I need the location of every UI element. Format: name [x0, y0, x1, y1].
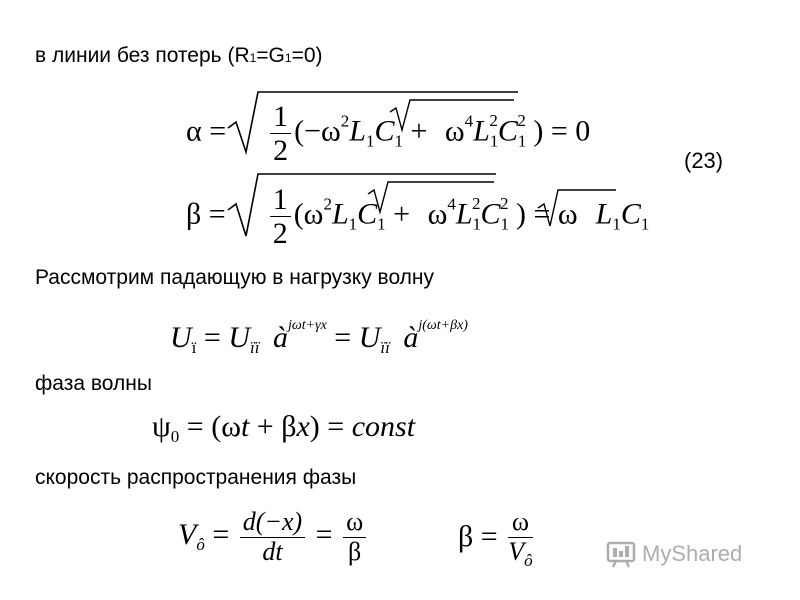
beta-C3: C — [620, 197, 641, 231]
phase-psi: ψ — [152, 410, 171, 443]
beta-L2-sub: 1 — [472, 214, 481, 234]
alpha-plus: + — [410, 114, 428, 148]
alpha-L2: L — [473, 114, 490, 148]
beta-omega4: ω — [427, 197, 448, 231]
alpha-C2-sub: 1 — [517, 131, 527, 151]
beta-velocity-den: V — [508, 536, 525, 566]
heading-text: в линии без потерь (R — [35, 44, 250, 67]
alpha-pow4: 4 — [464, 111, 474, 131]
alpha-fraction — [270, 100, 291, 167]
velocity-eq2: = — [315, 517, 333, 551]
text-phase-velocity: скорость распространения фазы — [35, 466, 357, 489]
wave-U3-sub: ïï — [380, 338, 390, 357]
wave-exp1-pow: jωt+γx — [287, 318, 327, 333]
beta-plus: + — [393, 197, 411, 231]
beta-C2-sub: 1 — [500, 214, 510, 234]
phase-const: const — [351, 410, 416, 443]
alpha-pow2: 2 — [340, 111, 350, 131]
velocity-fraction-2 — [343, 508, 366, 566]
alpha-L: L — [349, 114, 366, 148]
beta-L3-sub: 1 — [612, 214, 621, 234]
beta-velocity-lhs: β = — [458, 520, 498, 554]
wave-U1: U — [170, 321, 192, 354]
heading-sub-g: 1 — [284, 51, 292, 65]
phase-part1: = (ω — [186, 410, 241, 443]
beta-pow2: 2 — [323, 194, 332, 214]
beta-L-sub: 1 — [348, 214, 358, 234]
alpha-lhs: α = — [186, 114, 227, 148]
velocity-den2: β — [348, 536, 362, 566]
beta-L: L — [331, 197, 349, 231]
wave-eq2: = — [334, 321, 352, 354]
velocity-num1: d(−x) — [240, 508, 305, 538]
beta-C3-sub: 1 — [640, 214, 650, 234]
text-incident-wave: Рассмотрим падающую в нагрузку волну — [35, 266, 435, 289]
beta-C2-pow: 2 — [500, 194, 509, 214]
phase-psi-sub: 0 — [170, 427, 180, 446]
alpha-C2-pow: 2 — [517, 111, 526, 131]
phase-part2: ) = — [309, 410, 345, 443]
velocity-equation — [178, 508, 369, 566]
beta-frac-num: 1 — [270, 183, 291, 217]
beta-velocity-equation — [458, 508, 536, 570]
beta-frac-den: 2 — [272, 217, 288, 250]
beta-C-sub: 1 — [377, 214, 386, 234]
beta-velocity-den-sub: ô — [524, 550, 533, 570]
velocity-V: V — [178, 517, 197, 551]
alpha-L-sub: 1 — [365, 131, 375, 151]
beta-C2: C — [480, 197, 501, 231]
wave-eq1: = — [203, 321, 221, 354]
heading-sub-r: 1 — [249, 51, 257, 65]
alpha-close: ) = 0 — [533, 114, 591, 148]
wave-exp2: à — [403, 321, 419, 354]
phase-x: x — [296, 410, 310, 443]
phase-equation — [152, 410, 415, 447]
beta-close: ) = ω — [516, 197, 578, 231]
alpha-L2-sub: 1 — [489, 131, 499, 151]
myshared-logo-text: MyShared — [642, 541, 743, 566]
alpha-term1: (−ω — [294, 114, 341, 148]
alpha-omega4: ω — [444, 114, 465, 148]
phase-plus-beta: + β — [256, 410, 297, 443]
alpha-frac-num: 1 — [270, 100, 291, 134]
alpha-L2-pow: 2 — [489, 111, 498, 131]
myshared-logo-icon — [606, 539, 636, 569]
wave-exp2-pow: j(ωt+βx) — [418, 318, 468, 333]
heading-text-end: =0) — [291, 44, 323, 67]
text-wave-phase: фаза волны — [35, 372, 152, 395]
wave-U2-sub: ïï — [250, 338, 260, 357]
velocity-num2: ω — [343, 508, 366, 538]
alpha-C: C — [374, 114, 395, 148]
wave-U3: U — [358, 321, 381, 354]
alpha-equation — [186, 100, 590, 167]
beta-fraction — [270, 183, 291, 250]
beta-velocity-fraction — [508, 508, 532, 570]
beta-pow4: 4 — [447, 194, 456, 214]
beta-L2-pow: 2 — [472, 194, 481, 214]
alpha-C-sub: 1 — [394, 131, 403, 151]
wave-exp1: à — [272, 321, 288, 354]
alpha-C2: C — [497, 114, 518, 148]
wave-U2: U — [228, 321, 250, 354]
beta-C: C — [357, 197, 378, 231]
beta-velocity-num: ω — [508, 508, 532, 538]
wave-equation — [170, 318, 468, 358]
phase-t: t — [240, 410, 250, 443]
beta-term1: (ω — [293, 197, 324, 231]
velocity-eq1: = — [212, 517, 230, 551]
beta-L2: L — [455, 197, 473, 231]
beta-lhs: β = — [186, 197, 226, 231]
myshared-watermark — [606, 536, 766, 572]
velocity-V-sub: ô — [196, 534, 205, 554]
wave-U1-sub: ï — [191, 338, 197, 357]
velocity-den1: dt — [262, 536, 283, 566]
beta-equation — [186, 183, 649, 250]
equation-number: (23) — [684, 148, 724, 173]
alpha-frac-den: 2 — [273, 134, 289, 167]
heading-text-mid: =G — [256, 44, 285, 67]
beta-L3: L — [595, 197, 613, 231]
velocity-fraction-1 — [240, 508, 305, 566]
